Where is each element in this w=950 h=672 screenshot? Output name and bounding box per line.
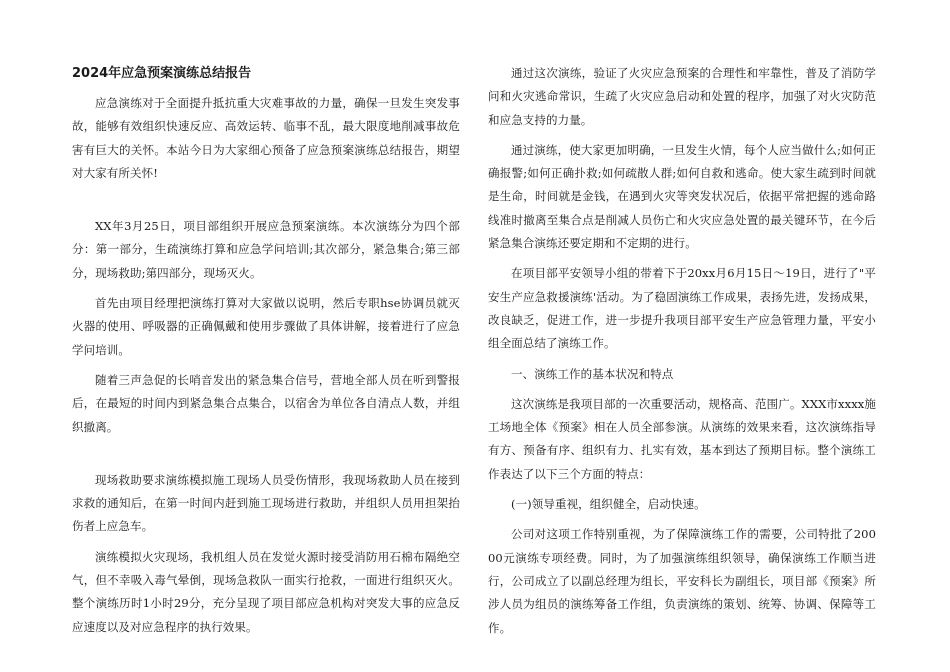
section-heading-basics: 一、演练工作的基本状况和特点 (511, 366, 674, 381)
paragraph-verification: 通过这次演练，验证了火灾应急预案的合理性和牢靠性，普及了消防学问和火灾逃命常识，生疏了火灾应急启动和处置的程序，加强了对火灾防范和应急支持的力量。 (488, 66, 876, 127)
paragraph-lessons: 通过演练，使大家更加明确，一旦发生火情，每个人应当做什么;如何正确报警;如何正确扑救;如何疏散人群;如何自救和逃命。使大家生疏到时间就是生命，时间就是金钱，在遇到火灾等突发状况后，依据平常把握的逃命路线准时撤离至集合点是削减人员伤亡和火灾应急处置的最关键环节，在今后紧急集合演练还要定期和不定期的进行。 (488, 142, 876, 251)
blank-gap (72, 446, 460, 469)
paragraph-firefighting: 演练模拟火灾现场，我机组人员在发觉火源时接受消防用石棉布隔绝空气，但不幸吸入毒气晕倒，现场急救队一面实行抢救，一面进行组织灭火。整个演练历时1小时29分，充分呈现了项目部应急机构对突发大事的应急反应速度以及对应急程序的执行效果。 (72, 549, 460, 634)
paragraph-funding: 公司对这项工作特别重视，为了保障演练工作的需要，公司特批了20000元演练专项经费。同时，为了加强演练组织领导，确保演练工作顺当进行，公司成立了以副总经理为组长，平安科长为副组长，项目部《预案》所涉人员为组员的演练筹备工作组，负责演练的策划、统筹、协调、保障等工作。 (488, 527, 876, 635)
document-title: 2024年应急预案演练总结报告 (72, 66, 252, 81)
paragraph-assembly: 随着三声急促的长哨音发出的紧急集合信号，营地全部人员在听到警报后，在最短的时间内到紧急集合点集合，以宿舍为单位各自清点人数，并组织撤离。 (72, 372, 460, 434)
paragraph-scope: 这次演练是我项目部的一次重要活动，规格高、范围广。XXX市xxxx施工场地全体《预案》相在人员全部参演。从演练的效果来看，这次演练指导有方、预备有序、组织有力、扎实有效，基本到达了预期目标。整个演练工作表达了以下三个方面的特点： (488, 396, 876, 481)
right-column (488, 62, 876, 647)
blank-gap (72, 192, 460, 215)
paragraph-training: 首先由项目经理把演练打算对大家做以说明，然后专职hse协调员就灭火器的使用、呼吸器的正确佩戴和使用步骤做了具体讲解，接着进行了应急学问培训。 (72, 296, 460, 357)
left-column (72, 62, 460, 646)
paragraph-safety-team: 在项目部平安领导小组的带着下于20xx月6月15日～19日，进行了"平安生产应急救援演练'活动。为了稳固演练工作成果，表扬先进，发扬成果，改良缺乏，促进工作，进一步提升我项目部平安生产应急管理力量，平安小组全面总结了演练工作。 (488, 266, 876, 351)
paragraph-drill-overview: XX年3月25日，项目部组织开展应急预案演练。本次演练分为四个部分：第一部分，生疏演练打算和应急学问培训;其次部分，紧急集合;第三部分，现场救助;第四部分，现场灭火。 (72, 219, 460, 280)
subheading-leadership: (一)领导重视，组织健全，启动快速。 (511, 497, 706, 512)
paragraph-rescue: 现场救助要求演练模拟施工现场人员受伤情形，我现场救助人员在接到求救的通知后，在第一时间内赶到施工现场进行救助，并组织人员用担架抬伤者上应急车。 (72, 472, 460, 534)
paragraph-intro: 应急演练对于全面提升抵抗重大灾难事故的力量，确保一旦发生突发事故，能够有效组织快速反应、高效运转、临事不乱，最大限度地削减事故危害有巨大的关怀。本站今日为大家细心预备了应急预案演练总结报告，期望对大家有所关怀! (72, 96, 460, 180)
